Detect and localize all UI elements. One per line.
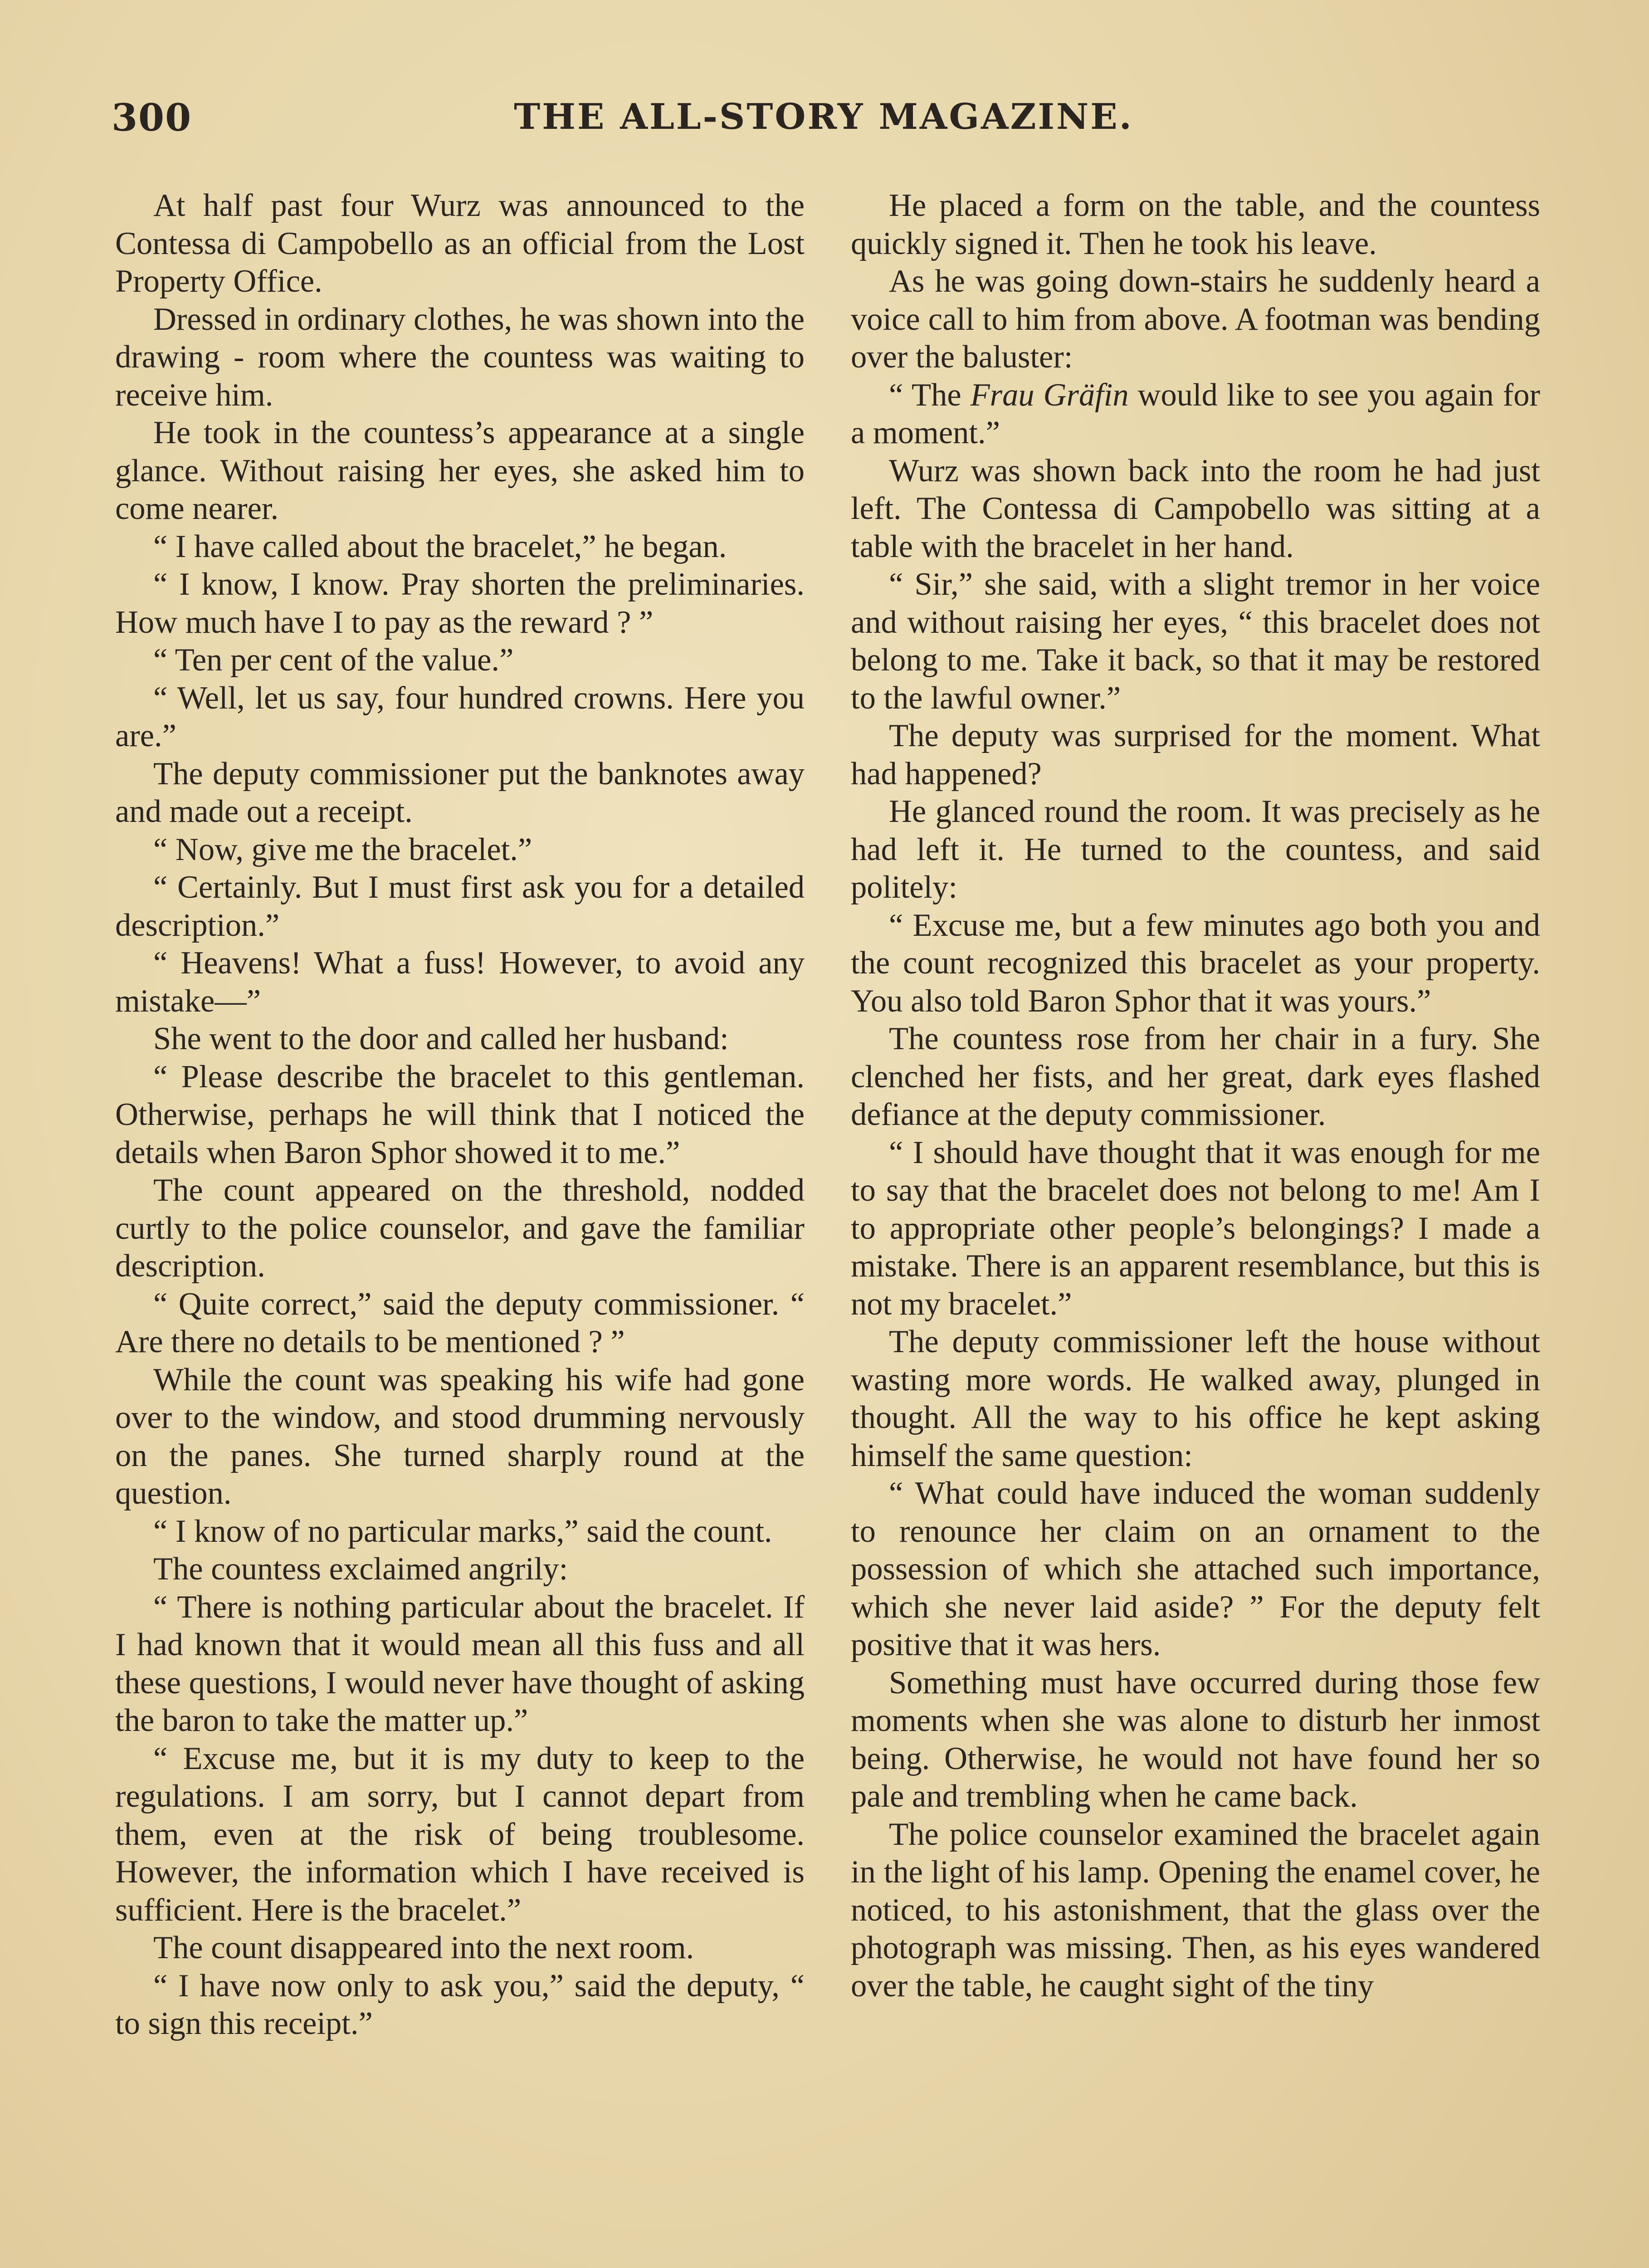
- paragraph: He took in the countess’s appearance at a single glance. Without raising her eyes, she asked him to come nearer.: [115, 415, 805, 526]
- page-header: [112, 96, 1536, 151]
- paragraph: At half past four Wurz was announced to the Contessa di Campobello as an official from the Lost Property Office.: [115, 188, 805, 299]
- paragraph: “ I know of no particular marks,” said the count.: [153, 1513, 772, 1549]
- paragraph: “ Excuse me, but a few minutes ago both you and the count recognized this bracelet as your property. You also told Baron Sphor that it was yours.”: [851, 907, 1540, 1019]
- paragraph: The count disappeared into the next room.: [153, 1930, 694, 1965]
- paragraph: “ Ten per cent of the value.”: [153, 642, 514, 678]
- paragraph: Something must have occurred during those few moments when she was alone to disturb her inmost being. Otherwise, he would not have found her so pale and trembling when he came back.: [851, 1665, 1540, 1814]
- paragraph: The count appeared on the threshold, nodded curtly to the police counselor, and gave the familiar description.: [115, 1173, 805, 1284]
- paragraph: “ Quite correct,” said the deputy commissioner. “ Are there no details to be mentioned ? ”: [115, 1286, 805, 1359]
- right-column: [851, 187, 1540, 2005]
- paragraph: The countess exclaimed angrily:: [153, 1551, 568, 1587]
- paragraph-text: would like to see you again for a moment.”: [851, 377, 1540, 450]
- paragraph: “ I have now only to ask you,” said the deputy, “ to sign this receipt.”: [115, 1968, 805, 2041]
- paragraph: “ Well, let us say, four hundred crowns. Here you are.”: [115, 680, 805, 753]
- paragraph: “ I know, I know. Pray shorten the preliminaries. How much have I to pay as the reward ? ”: [115, 567, 805, 640]
- paragraph: He placed a form on the table, and the countess quickly signed it. Then he took his leave.: [851, 188, 1540, 261]
- paragraph: The deputy commissioner put the banknotes away and made out a receipt.: [115, 756, 805, 829]
- paragraph: As he was going down-stairs he suddenly heard a voice call to him from above. A footman was bending over the baluster:: [851, 264, 1540, 375]
- paragraph: The police counselor examined the bracelet again in the light of his lamp. Opening the enamel cover, he noticed, to his astonishment, that the glass over the photograph was missing. Then, as his eyes wandered over the table, he caught sight of the tiny: [851, 1816, 1540, 2004]
- paragraph: The deputy was surprised for the moment. What had happened?: [851, 718, 1540, 792]
- paragraph: “ Please describe the bracelet to this gentleman. Otherwise, perhaps he will think that I noticed the details when Baron Sphor showed it to me.”: [115, 1059, 805, 1170]
- paragraph: Dressed in ordinary clothes, he was shown into the drawing - room where the countess was waiting to receive him.: [115, 301, 805, 413]
- paragraph: “ Now, give me the bracelet.”: [153, 831, 532, 867]
- paragraph: The countess rose from her chair in a fury. She clenched her fists, and her great, dark eyes flashed defiance at the deputy commissioner.: [851, 1021, 1540, 1132]
- paragraph: The deputy commissioner left the house without wasting more words. He walked away, plunged in thought. All the way to his office he kept asking himself the same question:: [851, 1324, 1540, 1473]
- paragraph: She went to the door and called her husband:: [153, 1021, 729, 1056]
- paragraph: “ Certainly. But I must first ask you for a detailed description.”: [115, 870, 805, 943]
- paragraph-with-italic: [851, 376, 1540, 452]
- paragraph: “ Sir,” she said, with a slight tremor in her voice and without raising her eyes, “ this bracelet does not belong to me. Take it back, so that it may be restored to the lawful owner.”: [851, 567, 1540, 716]
- paragraph: While the count was speaking his wife had gone over to the window, and stood drumming nervously on the panes. She turned sharply round at the question.: [115, 1362, 805, 1511]
- paragraph: “ What could have induced the woman suddenly to renounce her claim on an ornament to the possession of which she attached such importance, which she never laid aside? ” For the deputy felt positive that it was hers.: [851, 1476, 1540, 1662]
- paragraph: He glanced round the room. It was precisely as he had left it. He turned to the countess, and said politely:: [851, 794, 1540, 905]
- left-column: [115, 187, 805, 2043]
- paragraph: Wurz was shown back into the room he had just left. The Contessa di Campobello was sitting at a table with the bracelet in her hand.: [851, 453, 1540, 564]
- paragraph: “ I should have thought that it was enough for me to say that the bracelet does not belong to me! Am I to appropriate other people’s belongings? I made a mistake. There is an apparent resemblance, but this is not my bracelet.”: [851, 1134, 1540, 1322]
- paragraph-text: “ The: [889, 377, 971, 413]
- italic-phrase: Frau Gräfin: [970, 377, 1129, 413]
- paragraph: “ Excuse me, but it is my duty to keep to the regulations. I am sorry, but I cannot depart from them, even at the risk of being troublesome. However, the information which I have received is sufficient. Here is the bracelet.”: [115, 1740, 805, 1928]
- paragraph: “ Heavens! What a fuss! However, to avoid any mistake—”: [115, 945, 805, 1019]
- paragraph: “ I have called about the bracelet,” he began.: [153, 528, 727, 564]
- page-number: 300: [112, 96, 192, 140]
- running-head: THE ALL-STORY MAGAZINE.: [514, 96, 1133, 137]
- paragraph: “ There is nothing particular about the bracelet. If I had known that it would mean all this fuss and all these questions, I would never have thought of asking the baron to take the matter up.”: [115, 1589, 805, 1738]
